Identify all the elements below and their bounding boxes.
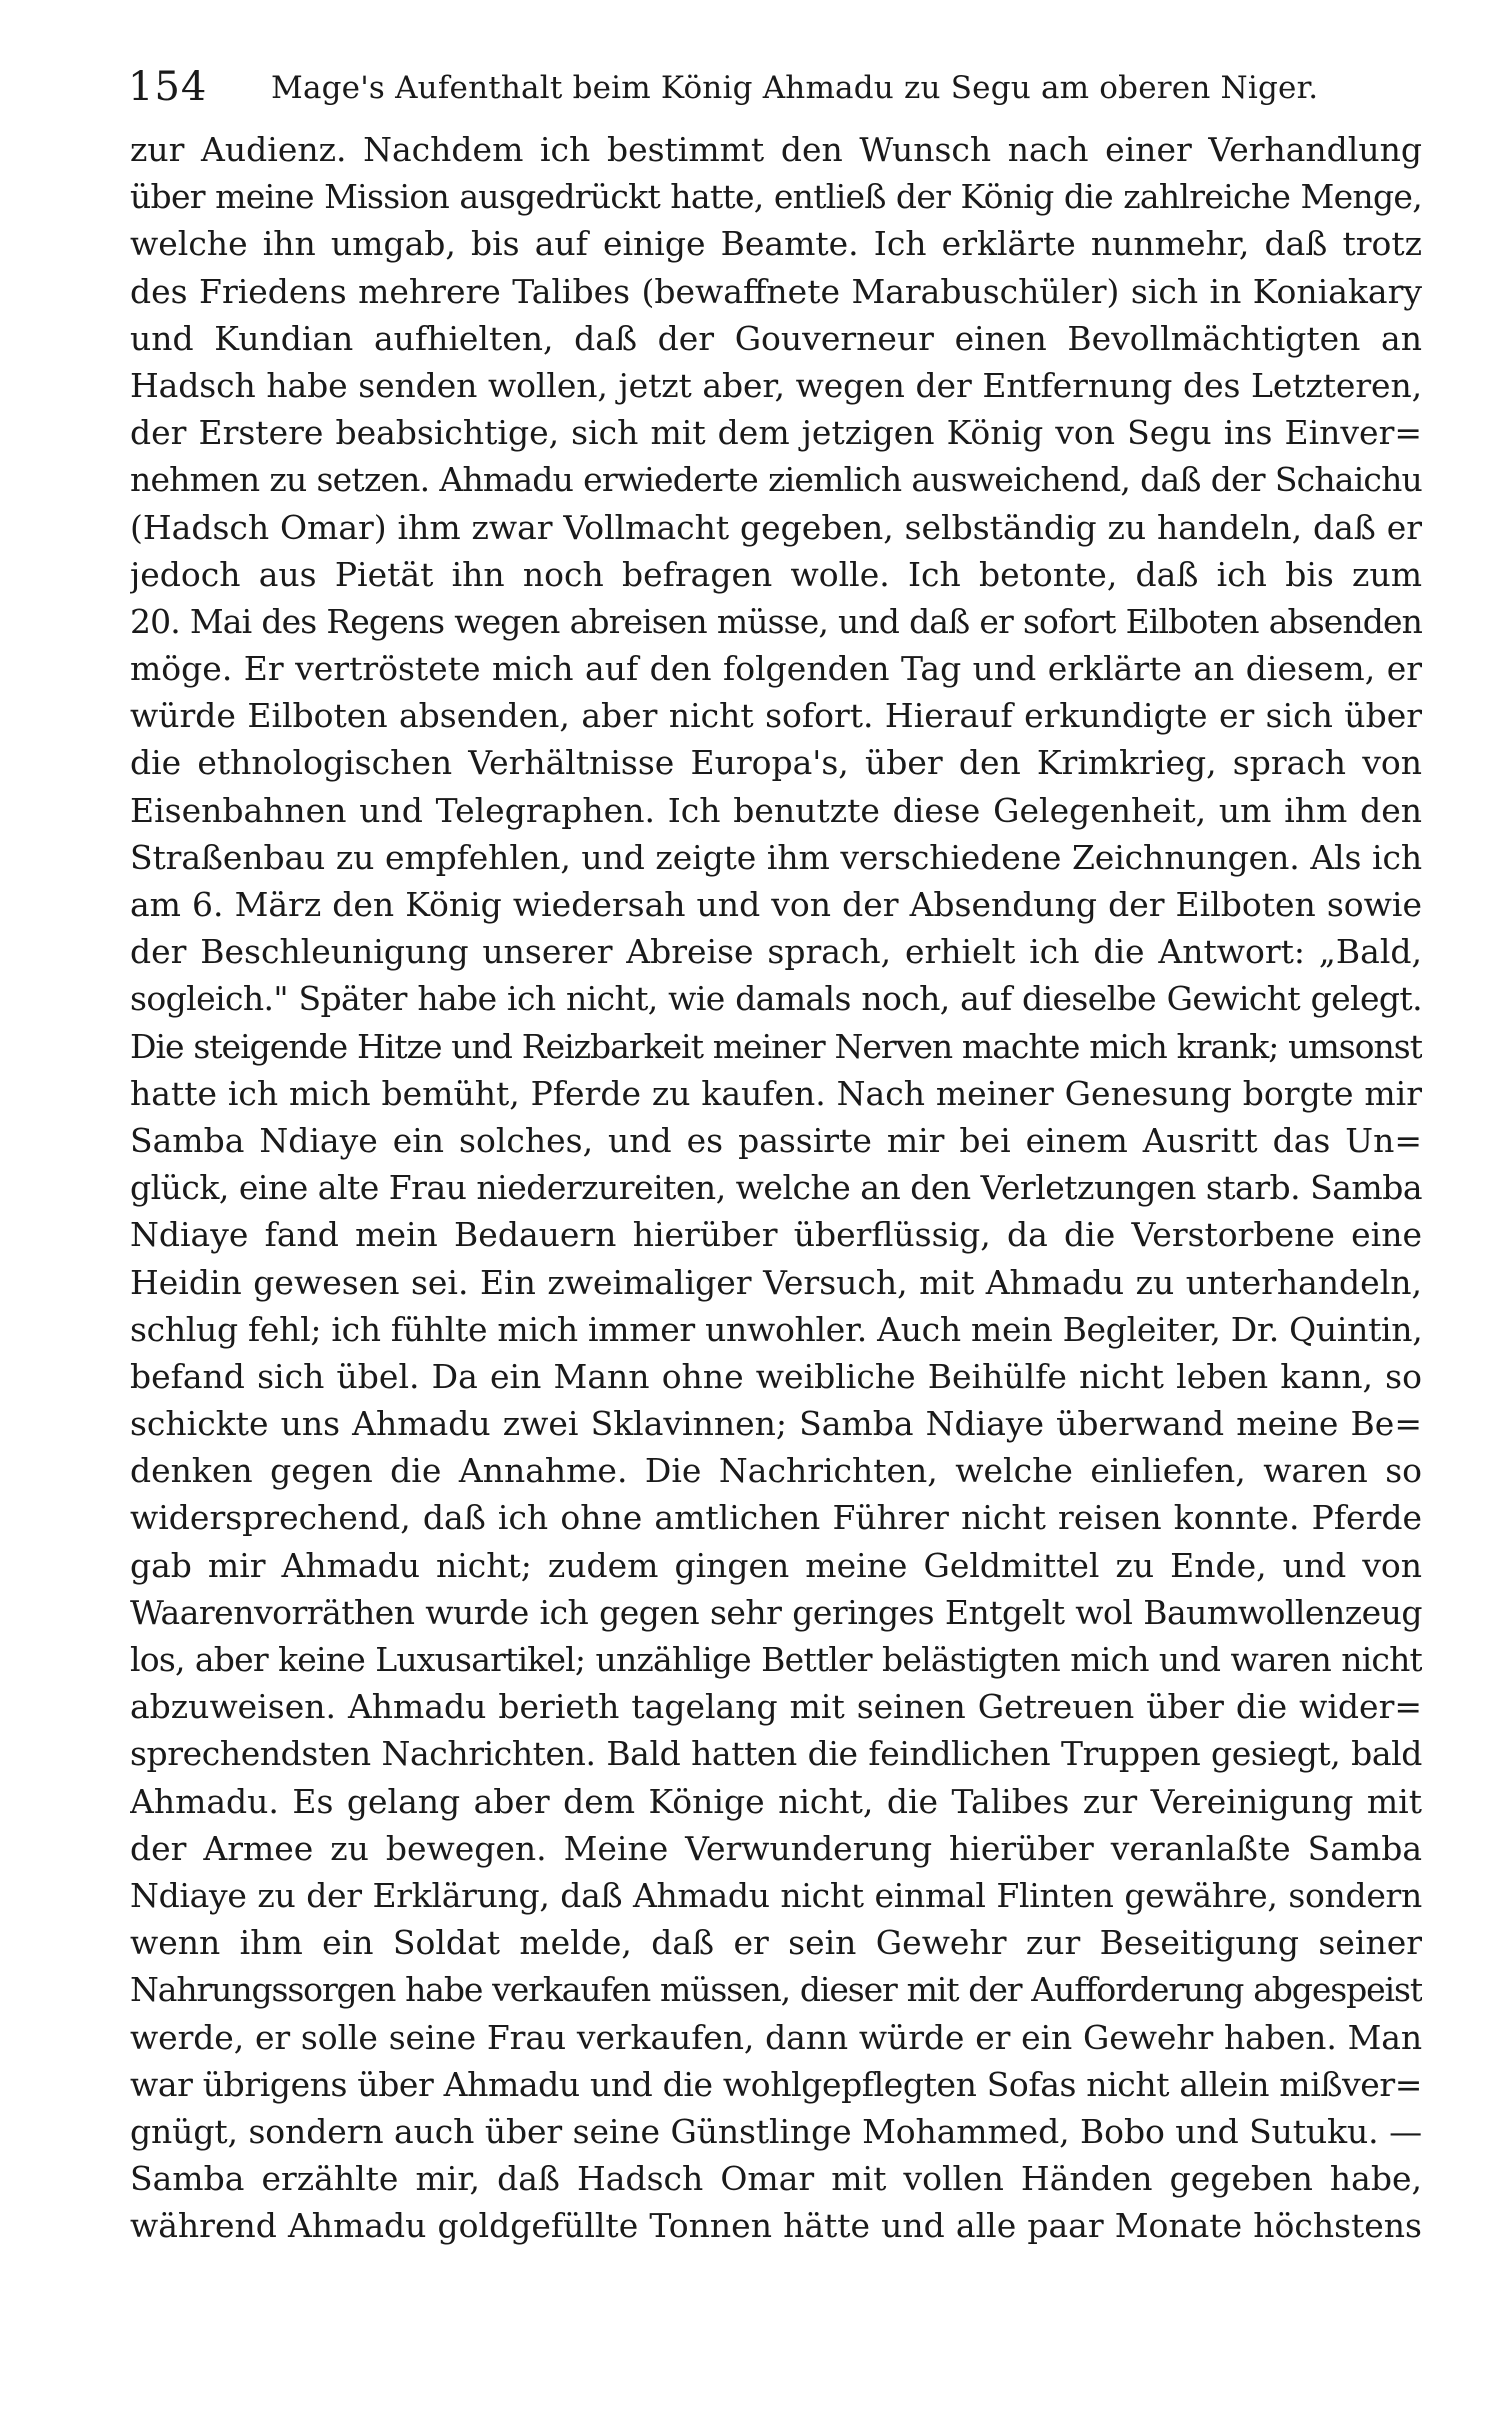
text-line: sogleich." Später habe ich nicht, wie damals noch, auf dieselbe Gewicht gelegt. bbox=[130, 979, 1422, 1019]
text-line: wenn ihm ein Soldat melde, daß er sein Gewehr zur Beseitigung seiner bbox=[130, 1923, 1422, 1963]
text-line: der Beschleunigung unserer Abreise sprach, erhielt ich die Antwort: „Bald, bbox=[130, 932, 1422, 972]
text-line: gab mir Ahmadu nicht; zudem gingen meine Geldmittel zu Ende, und von bbox=[130, 1545, 1422, 1585]
text-line: glück, eine alte Frau niederzureiten, welche an den Verletzungen starb. Samba bbox=[130, 1168, 1422, 1208]
text-line: widersprechend, daß ich ohne amtlichen Führer nicht reisen konnte. Pferde bbox=[130, 1498, 1422, 1538]
text-line: Eisenbahnen und Telegraphen. Ich benutzte diese Gelegenheit, um ihm den bbox=[130, 790, 1422, 830]
text-line: schickte uns Ahmadu zwei Sklavinnen; Samba Ndiaye überwand meine Be= bbox=[130, 1404, 1422, 1444]
text-line: Heidin gewesen sei. Ein zweimaliger Versuch, mit Ahmadu zu unterhandeln, bbox=[130, 1262, 1422, 1302]
text-line: Ndiaye zu der Erklärung, daß Ahmadu nicht einmal Flinten gewähre, sondern bbox=[130, 1875, 1422, 1915]
running-head bbox=[128, 62, 1428, 112]
text-line: und Kundian aufhielten, daß der Gouverneur einen Bevollmächtigten an bbox=[130, 318, 1422, 358]
text-line: der Armee zu bewegen. Meine Verwunderung hierüber veranlaßte Samba bbox=[130, 1828, 1422, 1868]
text-line: Die steigende Hitze und Reizbarkeit meiner Nerven machte mich krank; umsonst bbox=[130, 1026, 1422, 1066]
text-line: welche ihn umgab, bis auf einige Beamte. Ich erklärte nunmehr, daß trotz bbox=[130, 224, 1422, 264]
text-line: schlug fehl; ich fühlte mich immer unwohler. Auch mein Begleiter, Dr. Quintin, bbox=[130, 1309, 1422, 1349]
text-line: am 6. März den König wiedersah und von der Absendung der Eilboten sowie bbox=[130, 885, 1422, 924]
text-line: über meine Mission ausgedrückt hatte, entließ der König die zahlreiche Menge, bbox=[130, 177, 1422, 217]
text-line: (Hadsch Omar) ihm zwar Vollmacht gegeben, selbständig zu handeln, daß er bbox=[130, 507, 1422, 547]
text-line: möge. Er vertröstete mich auf den folgenden Tag und erklärte an diesem, er bbox=[130, 649, 1422, 689]
text-line: sprechendsten Nachrichten. Bald hatten die feindlichen Truppen gesiegt, bald bbox=[130, 1734, 1422, 1774]
page-number: 154 bbox=[128, 64, 208, 110]
text-line: gnügt, sondern auch über seine Günstlinge Mohammed, Bobo und Sutuku. — bbox=[130, 2111, 1422, 2151]
text-line: würde Eilboten absenden, aber nicht sofort. Hierauf erkundigte er sich über bbox=[130, 696, 1422, 736]
text-line: nehmen zu setzen. Ahmadu erwiederte ziemlich ausweichend, daß der Schaichu bbox=[130, 460, 1422, 500]
text-line: des Friedens mehrere Talibes (bewaffnete Marabuschüler) sich in Koniakary bbox=[130, 271, 1422, 311]
text-line: denken gegen die Annahme. Die Nachrichten, welche einliefen, waren so bbox=[130, 1451, 1422, 1491]
text-line: Samba Ndiaye ein solches, und es passirte mir bei einem Ausritt das Un= bbox=[130, 1120, 1422, 1160]
text-line: Samba erzählte mir, daß Hadsch Omar mit vollen Händen gegeben habe, bbox=[130, 2159, 1422, 2199]
text-line: während Ahmadu goldgefüllte Tonnen hätte und alle paar Monate höchstens bbox=[130, 2206, 1422, 2246]
text-line: Ndiaye fand mein Bedauern hierüber überflüssig, da die Verstorbene eine bbox=[130, 1215, 1422, 1255]
text-line: Ahmadu. Es gelang aber dem Könige nicht, die Talibes zur Vereinigung mit bbox=[130, 1781, 1422, 1821]
text-line: abzuweisen. Ahmadu berieth tagelang mit seinen Getreuen über die wider= bbox=[130, 1687, 1422, 1727]
text-line: 20. Mai des Regens wegen abreisen müsse, und daß er sofort Eilboten absenden bbox=[130, 601, 1422, 641]
text-line: zur Audienz. Nachdem ich bestimmt den Wunsch nach einer Verhandlung bbox=[130, 130, 1422, 169]
text-line: werde, er solle seine Frau verkaufen, dann würde er ein Gewehr haben. Man bbox=[130, 2017, 1422, 2057]
text-line: los, aber keine Luxusartikel; unzählige Bettler belästigten mich und waren nicht bbox=[130, 1640, 1422, 1679]
text-line: hatte ich mich bemüht, Pferde zu kaufen. Nach meiner Genesung borgte mir bbox=[130, 1073, 1422, 1113]
text-line: Nahrungssorgen habe verkaufen müssen, dieser mit der Aufforderung abgespeist bbox=[130, 1970, 1422, 2010]
running-title: Mage's Aufenthalt beim König Ahmadu zu Segu am oberen Niger. bbox=[271, 70, 1319, 106]
text-line: jedoch aus Pietät ihn noch befragen wolle. Ich betonte, daß ich bis zum bbox=[130, 554, 1422, 594]
text-line: befand sich übel. Da ein Mann ohne weibliche Beihülfe nicht leben kann, so bbox=[130, 1356, 1422, 1396]
text-line: Straßenbau zu empfehlen, und zeigte ihm verschiedene Zeichnungen. Als ich bbox=[130, 837, 1422, 877]
body-text bbox=[130, 126, 1422, 2249]
text-line: Hadsch habe senden wollen, jetzt aber, wegen der Entfernung des Letzteren, bbox=[130, 365, 1422, 405]
text-line: der Erstere beabsichtige, sich mit dem jetzigen König von Segu ins Einver= bbox=[130, 413, 1422, 453]
text-line: war übrigens über Ahmadu und die wohlgepflegten Sofas nicht allein mißver= bbox=[130, 2064, 1422, 2104]
text-line: die ethnologischen Verhältnisse Europa's, über den Krimkrieg, sprach von bbox=[130, 743, 1422, 783]
text-line: Waarenvorräthen wurde ich gegen sehr geringes Entgelt wol Baumwollenzeug bbox=[130, 1592, 1422, 1632]
